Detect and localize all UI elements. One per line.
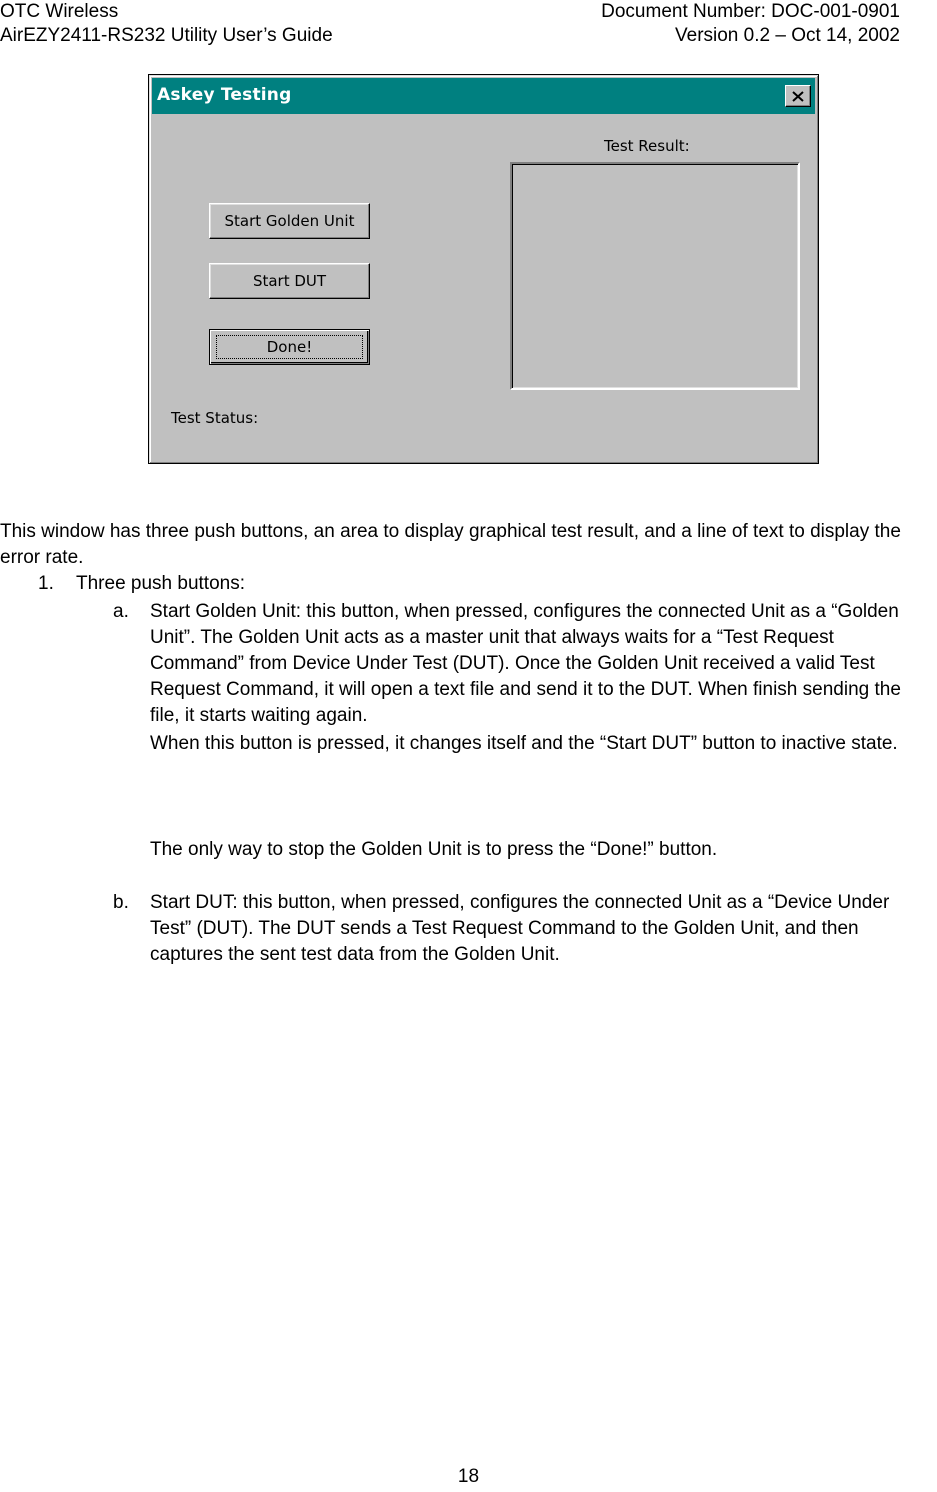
list-marker-1: 1. — [38, 573, 54, 594]
document-number: Document Number: DOC-001-0901 — [601, 1, 900, 22]
guide-title: AirEZY2411-RS232 Utility User’s Guide — [0, 25, 333, 46]
list-item-1: Three push buttons: — [76, 573, 245, 594]
version-date: Version 0.2 – Oct 14, 2002 — [675, 25, 900, 46]
list-item-b: Start DUT: this button, when pressed, configures the connected Unit as a “Device Under Test” (DUT). The DUT sends a Test Request Command to the Golden Unit, and then captures the sent test data from the Golden Unit. — [150, 892, 890, 965]
start-dut-button[interactable]: Start DUT — [209, 263, 370, 299]
test-result-label: Test Result: — [604, 137, 690, 155]
close-icon — [792, 91, 804, 102]
window-title: Askey Testing — [157, 85, 292, 105]
list-item-a: Start Golden Unit: this button, when pressed, configures the connected Unit as a “Golden Unit”. The Golden Unit acts as a master unit that always waits for a “Test Request Command” from Device Under Test (DUT). Once the Golden Unit received a valid Test Request Command, it will open a text file and send it to the DUT. When finish sending the file, it starts waiting again. — [150, 601, 901, 726]
list-marker-a: a. — [113, 601, 129, 622]
item-a-paragraph-3: The only way to stop the Golden Unit is to press the “Done!” button. — [150, 839, 718, 860]
header-left — [0, 0, 333, 48]
page-number: 18 — [457, 1466, 480, 1487]
done-button-label: Done! — [216, 335, 363, 359]
test-result-area — [510, 162, 800, 390]
company-name: OTC Wireless — [0, 1, 119, 22]
item-a-paragraph-2: When this button is pressed, it changes itself and the “Start DUT” button to inactive state. — [150, 733, 898, 754]
close-button[interactable] — [785, 85, 811, 107]
done-button[interactable] — [209, 329, 370, 365]
title-bar[interactable] — [152, 78, 815, 114]
askey-testing-window — [148, 74, 819, 464]
test-status-label: Test Status: — [171, 409, 259, 427]
list-marker-b: b. — [113, 892, 129, 913]
start-golden-unit-button[interactable]: Start Golden Unit — [209, 203, 370, 239]
intro-paragraph: This window has three push buttons, an area to display graphical test result, and a line of text to display the error rate. — [0, 521, 901, 568]
header-right — [601, 0, 900, 48]
